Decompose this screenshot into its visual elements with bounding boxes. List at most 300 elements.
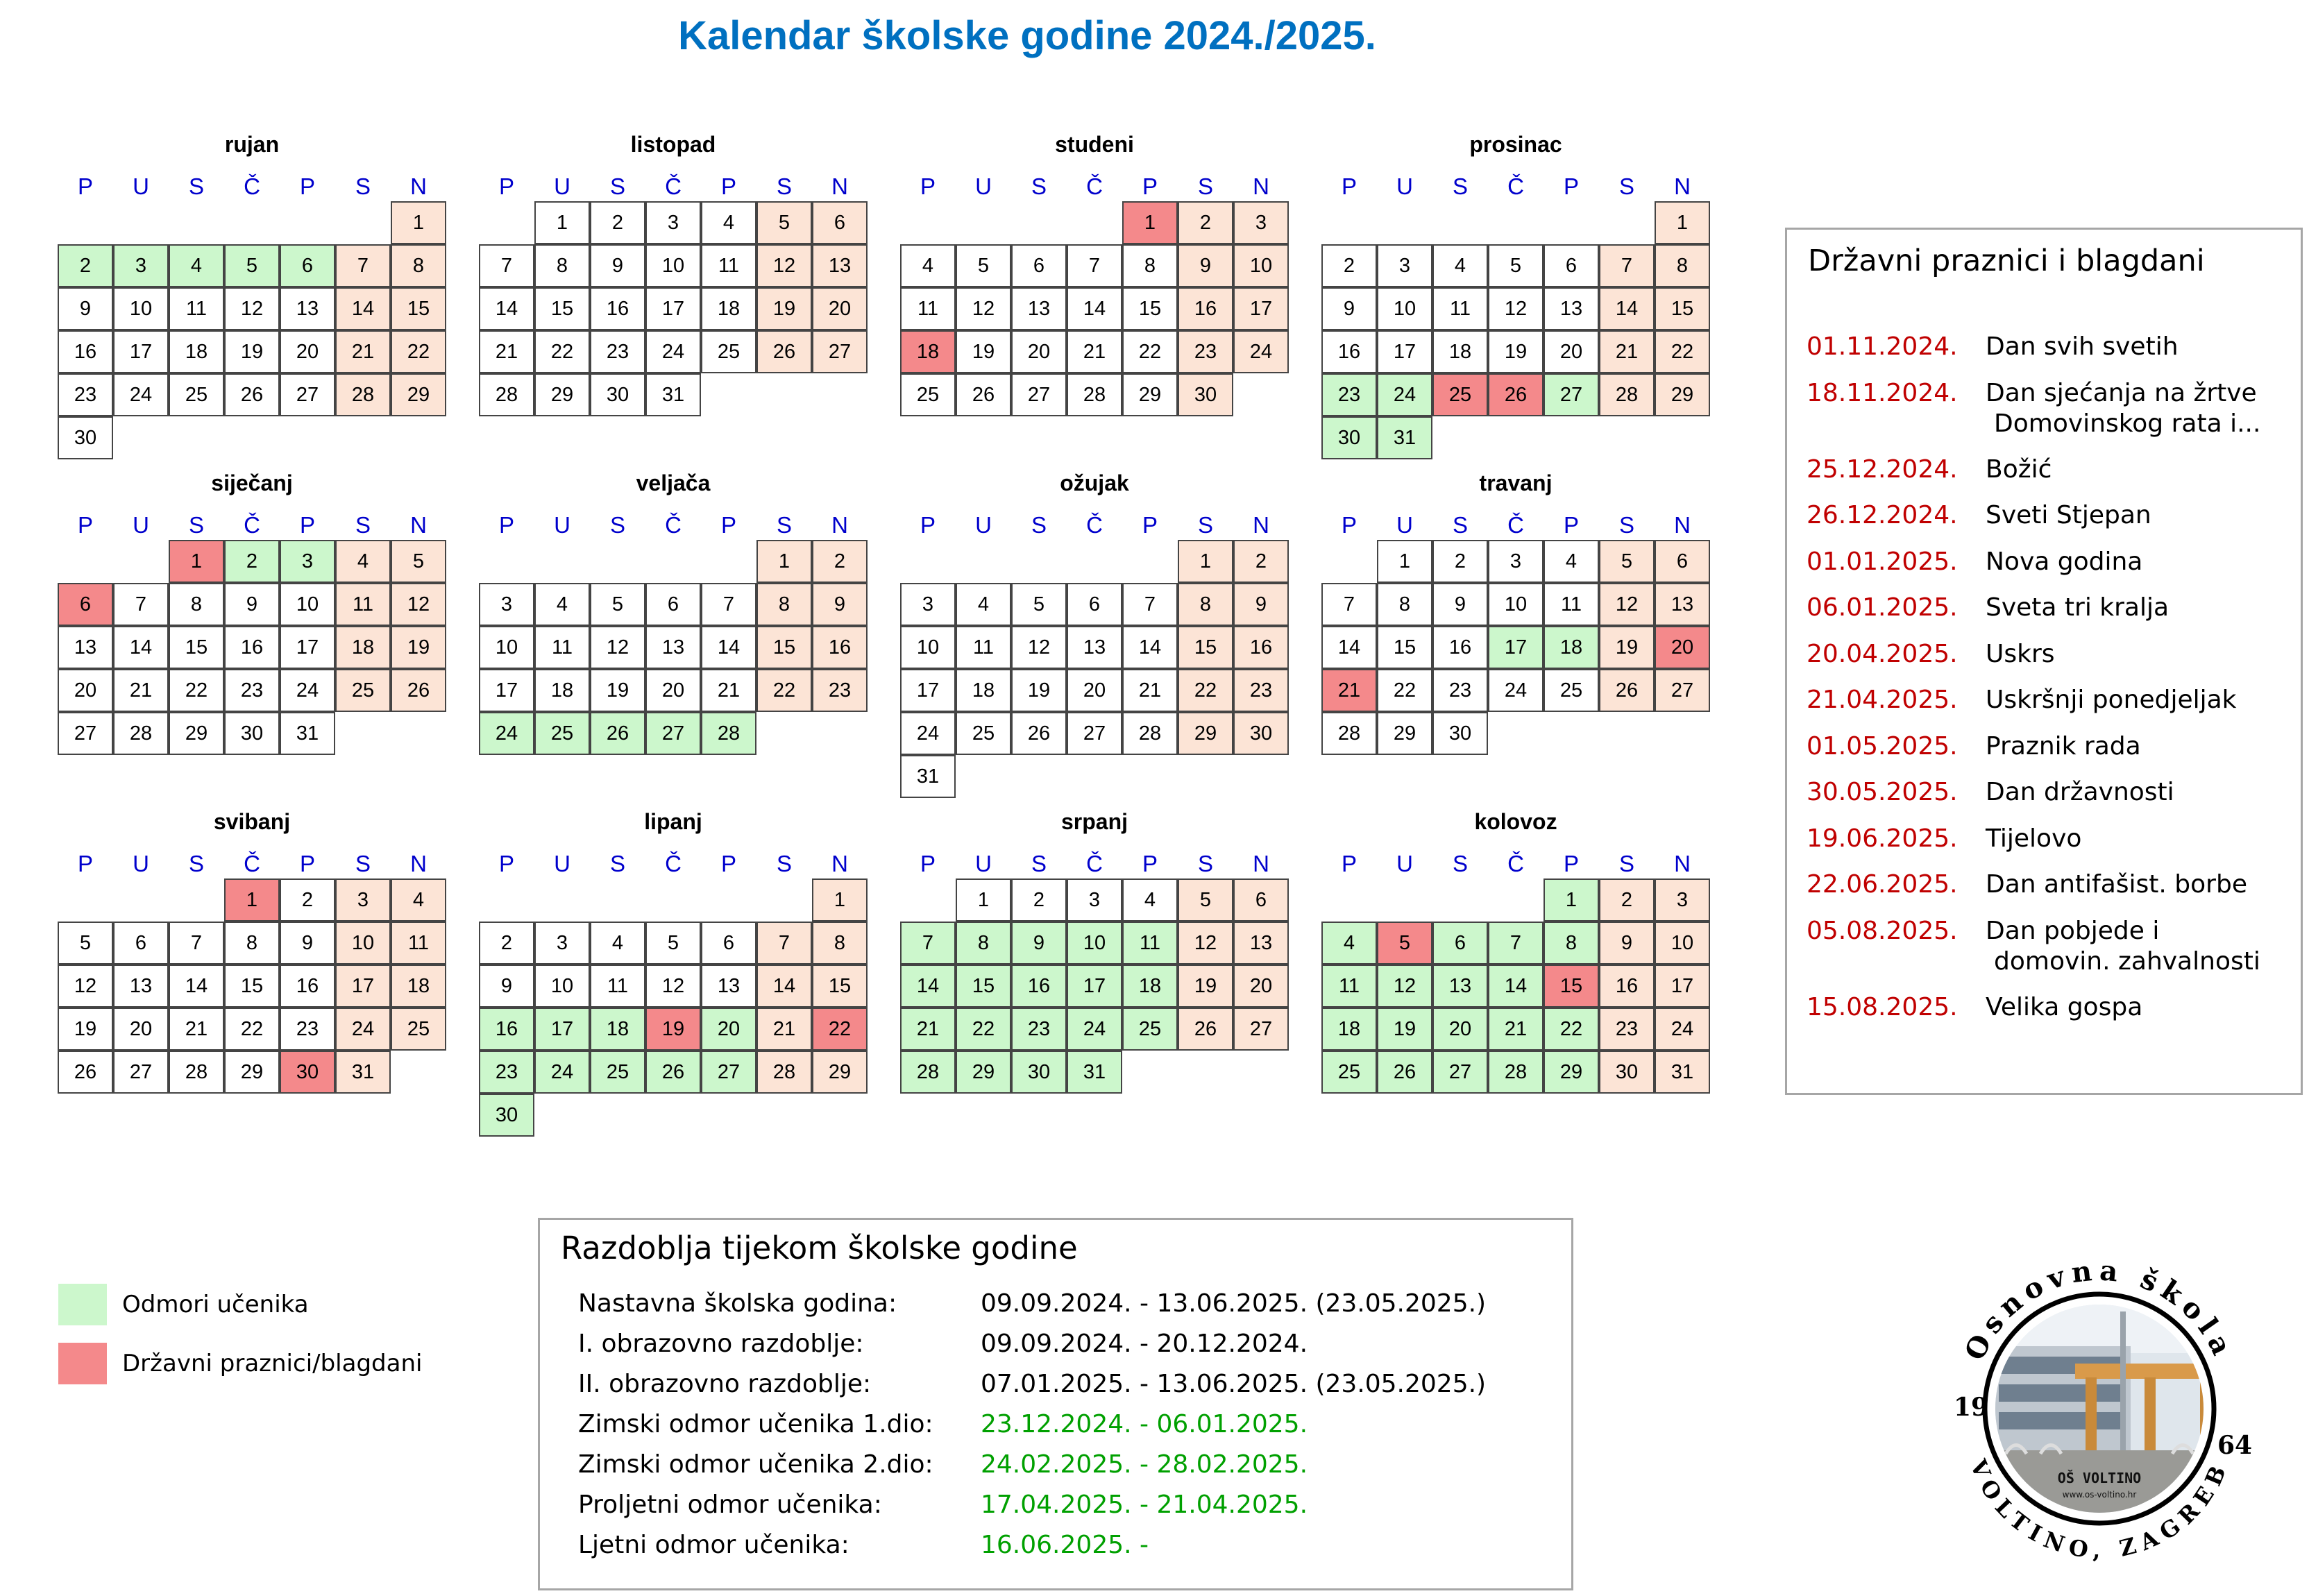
holidays-panel bbox=[1785, 228, 2303, 1095]
holiday-name: Praznik rada bbox=[1986, 731, 2141, 761]
day-cell: 9 bbox=[1011, 922, 1067, 965]
day-cell: 14 bbox=[1599, 287, 1655, 330]
legend-holiday-label: Državni praznici/blagdani bbox=[122, 1350, 423, 1377]
day-cell: 4 bbox=[335, 540, 391, 583]
weekday-header bbox=[1321, 173, 1710, 201]
day-cell: 11 bbox=[1543, 583, 1599, 626]
day-cell: 8 bbox=[169, 583, 224, 626]
period-value: 23.12.2024. - 06.01.2025. bbox=[981, 1410, 1308, 1438]
day-cell: 8 bbox=[1377, 583, 1432, 626]
period-value: 09.09.2024. - 13.06.2025. (23.05.2025.) bbox=[981, 1289, 1487, 1318]
day-cell: 22 bbox=[812, 1008, 868, 1051]
holiday-name: Dan svih svetih bbox=[1986, 332, 2179, 361]
day-cell: 21 bbox=[1067, 330, 1122, 373]
day-cell: 11 bbox=[701, 244, 756, 287]
weekday-label: Č bbox=[1086, 851, 1103, 876]
day-cell: 22 bbox=[224, 1008, 280, 1051]
day-cell: 26 bbox=[590, 712, 645, 755]
day-cell: 6 bbox=[1543, 244, 1599, 287]
month-name: kolovoz bbox=[1474, 809, 1557, 834]
day-cell: 30 bbox=[1011, 1051, 1067, 1094]
day-cell: 29 bbox=[1543, 1051, 1599, 1094]
day-cell: 10 bbox=[479, 626, 534, 669]
weekday-label: N bbox=[1253, 173, 1269, 199]
weekday-label: N bbox=[831, 512, 848, 538]
month-name: studeni bbox=[1055, 132, 1134, 157]
weekday-header bbox=[1321, 512, 1710, 540]
weekday-label: N bbox=[1674, 512, 1691, 538]
day-cell: 13 bbox=[113, 965, 169, 1008]
day-cell: 23 bbox=[1432, 669, 1488, 712]
holiday-date: 25.12.2024. bbox=[1807, 455, 1958, 484]
weekday-label: P bbox=[920, 173, 936, 199]
day-cell: 7 bbox=[701, 583, 756, 626]
day-cell: 15 bbox=[756, 626, 812, 669]
day-cell: 24 bbox=[645, 330, 701, 373]
legend-holiday-swatch bbox=[58, 1343, 107, 1384]
day-cell: 2 bbox=[1321, 244, 1377, 287]
day-cell: 19 bbox=[590, 669, 645, 712]
month-name: siječanj bbox=[211, 470, 293, 495]
weekday-label: U bbox=[1396, 851, 1413, 876]
day-cell: 27 bbox=[113, 1051, 169, 1094]
day-cell: 14 bbox=[1321, 626, 1377, 669]
day-cell: 11 bbox=[590, 965, 645, 1008]
month-name: prosinac bbox=[1469, 132, 1562, 157]
day-cell: 21 bbox=[1488, 1008, 1543, 1051]
day-cell: 9 bbox=[812, 583, 868, 626]
day-cell: 24 bbox=[113, 373, 169, 416]
day-cell: 10 bbox=[1377, 287, 1432, 330]
day-cell: 30 bbox=[1432, 712, 1488, 755]
weekday-label: S bbox=[1197, 173, 1213, 199]
day-cell: 10 bbox=[1488, 583, 1543, 626]
day-cell: 13 bbox=[812, 244, 868, 287]
period-label: Ljetni odmor učenika: bbox=[578, 1531, 849, 1559]
day-cell: 1 bbox=[391, 201, 446, 244]
day-cell: 17 bbox=[335, 965, 391, 1008]
day-cell: 8 bbox=[1122, 244, 1178, 287]
day-cell: 20 bbox=[1655, 626, 1710, 669]
weekday-label: P bbox=[920, 851, 936, 876]
day-cell: 26 bbox=[391, 669, 446, 712]
day-cell: 14 bbox=[479, 287, 534, 330]
holiday-name: Velika gospa bbox=[1986, 992, 2143, 1021]
day-cell: 5 bbox=[58, 922, 113, 965]
day-cell: 2 bbox=[479, 922, 534, 965]
day-cell: 10 bbox=[900, 626, 956, 669]
weekday-label: P bbox=[1563, 173, 1579, 199]
day-cell: 16 bbox=[812, 626, 868, 669]
day-cell: 7 bbox=[335, 244, 391, 287]
day-cell: 25 bbox=[335, 669, 391, 712]
day-cell: 31 bbox=[1655, 1051, 1710, 1094]
weekday-label: U bbox=[554, 851, 570, 876]
weekday-label: P bbox=[1563, 512, 1579, 538]
day-cell: 12 bbox=[645, 965, 701, 1008]
day-cell: 9 bbox=[1233, 583, 1289, 626]
day-cell: 18 bbox=[900, 330, 956, 373]
day-cell: 2 bbox=[58, 244, 113, 287]
day-cell: 24 bbox=[479, 712, 534, 755]
day-cell: 16 bbox=[590, 287, 645, 330]
weekday-label: P bbox=[1341, 512, 1357, 538]
month-name: rujan bbox=[224, 132, 280, 157]
weekday-label: S bbox=[1452, 512, 1468, 538]
day-cell: 1 bbox=[1543, 878, 1599, 922]
weekday-header bbox=[479, 512, 868, 540]
weekday-label: S bbox=[1197, 512, 1213, 538]
day-cell: 12 bbox=[1178, 922, 1233, 965]
day-cell: 4 bbox=[590, 922, 645, 965]
day-cell: 6 bbox=[812, 201, 868, 244]
day-cell: 29 bbox=[224, 1051, 280, 1094]
day-cell: 12 bbox=[1488, 287, 1543, 330]
month-name: travanj bbox=[1479, 470, 1553, 495]
weekday-label: S bbox=[776, 851, 792, 876]
weekday-header bbox=[900, 851, 1289, 878]
day-cell: 19 bbox=[756, 287, 812, 330]
weekday-label: P bbox=[299, 851, 315, 876]
day-cell: 27 bbox=[58, 712, 113, 755]
day-cell: 9 bbox=[280, 922, 335, 965]
day-cell: 20 bbox=[1543, 330, 1599, 373]
day-cell: 18 bbox=[1432, 330, 1488, 373]
holiday-name: Dan pobjede i bbox=[1986, 916, 2160, 945]
day-cell: 4 bbox=[701, 201, 756, 244]
day-cell: 29 bbox=[812, 1051, 868, 1094]
day-cell: 25 bbox=[900, 373, 956, 416]
day-cell: 11 bbox=[169, 287, 224, 330]
day-cell: 28 bbox=[756, 1051, 812, 1094]
day-cell: 29 bbox=[1178, 712, 1233, 755]
weekday-label: S bbox=[1452, 851, 1468, 876]
holiday-name: Nova godina bbox=[1986, 547, 2143, 576]
day-cell: 26 bbox=[956, 373, 1011, 416]
day-cell: 8 bbox=[224, 922, 280, 965]
weekday-label: S bbox=[609, 173, 625, 199]
day-cell: 14 bbox=[169, 965, 224, 1008]
day-cell: 15 bbox=[169, 626, 224, 669]
day-cell: 3 bbox=[479, 583, 534, 626]
day-cell: 12 bbox=[1377, 965, 1432, 1008]
weekday-label: P bbox=[920, 512, 936, 538]
day-cell: 27 bbox=[280, 373, 335, 416]
day-cell: 8 bbox=[812, 922, 868, 965]
day-cell: 14 bbox=[756, 965, 812, 1008]
day-cell: 7 bbox=[900, 922, 956, 965]
day-cell: 12 bbox=[391, 583, 446, 626]
weekday-label: P bbox=[299, 173, 315, 199]
day-cell: 15 bbox=[812, 965, 868, 1008]
day-cell: 1 bbox=[1122, 201, 1178, 244]
day-cell: 24 bbox=[280, 669, 335, 712]
weekday-label: U bbox=[975, 512, 992, 538]
day-cell: 22 bbox=[1122, 330, 1178, 373]
month-name: veljača bbox=[636, 470, 711, 495]
day-cell: 17 bbox=[1067, 965, 1122, 1008]
weekday-label: P bbox=[498, 512, 514, 538]
weekday-label: P bbox=[720, 512, 736, 538]
holiday-date: 26.12.2024. bbox=[1807, 501, 1958, 529]
day-cell: 6 bbox=[701, 922, 756, 965]
weekday-label: P bbox=[1563, 851, 1579, 876]
holiday-date: 01.11.2024. bbox=[1807, 332, 1958, 361]
day-cell: 3 bbox=[280, 540, 335, 583]
day-cell: 28 bbox=[1599, 373, 1655, 416]
day-cell: 29 bbox=[169, 712, 224, 755]
day-cell: 30 bbox=[224, 712, 280, 755]
weekday-label: S bbox=[188, 851, 204, 876]
holiday-date: 01.05.2025. bbox=[1807, 731, 1958, 761]
day-cell: 20 bbox=[812, 287, 868, 330]
day-cell: 4 bbox=[169, 244, 224, 287]
day-cell: 24 bbox=[1233, 330, 1289, 373]
day-cell: 23 bbox=[1011, 1008, 1067, 1051]
day-cell: 27 bbox=[1233, 1008, 1289, 1051]
period-label: Nastavna školska godina: bbox=[578, 1289, 897, 1318]
day-cell: 8 bbox=[756, 583, 812, 626]
weekday-label: S bbox=[355, 173, 371, 199]
day-cell: 20 bbox=[1067, 669, 1122, 712]
holiday-date: 05.08.2025. bbox=[1807, 916, 1958, 945]
day-cell: 4 bbox=[1122, 878, 1178, 922]
day-cell: 31 bbox=[335, 1051, 391, 1094]
day-cell: 13 bbox=[645, 626, 701, 669]
day-cell: 26 bbox=[58, 1051, 113, 1094]
logo-year-right: 64 bbox=[2217, 1431, 2253, 1460]
day-cell: 24 bbox=[900, 712, 956, 755]
day-cell: 18 bbox=[1321, 1008, 1377, 1051]
day-cell: 12 bbox=[756, 244, 812, 287]
day-cell: 26 bbox=[1011, 712, 1067, 755]
day-cell: 7 bbox=[756, 922, 812, 965]
day-cell: 22 bbox=[1655, 330, 1710, 373]
period-value: 24.02.2025. - 28.02.2025. bbox=[981, 1450, 1308, 1479]
day-cell: 30 bbox=[58, 416, 113, 459]
month-name: ožujak bbox=[1060, 470, 1129, 495]
day-cell: 21 bbox=[1122, 669, 1178, 712]
day-cell: 11 bbox=[1432, 287, 1488, 330]
day-cell: 29 bbox=[1377, 712, 1432, 755]
day-cell: 8 bbox=[1655, 244, 1710, 287]
day-cell: 22 bbox=[1178, 669, 1233, 712]
logo-bottom-text: VOLTINO, ZAGREB bbox=[1965, 1455, 2234, 1564]
day-cell: 25 bbox=[590, 1051, 645, 1094]
holiday-name: Dan sjećanja na žrtve bbox=[1986, 378, 2257, 407]
day-cell: 29 bbox=[391, 373, 446, 416]
weekday-label: S bbox=[355, 512, 371, 538]
weekday-label: S bbox=[355, 851, 371, 876]
day-cell: 22 bbox=[956, 1008, 1011, 1051]
day-cell: 25 bbox=[1543, 669, 1599, 712]
day-cell: 5 bbox=[1377, 922, 1432, 965]
day-cell: 27 bbox=[1655, 669, 1710, 712]
period-label: Proljetni odmor učenika: bbox=[578, 1491, 882, 1519]
day-cell: 8 bbox=[1178, 583, 1233, 626]
month-name: lipanj bbox=[644, 809, 702, 834]
day-cell: 22 bbox=[1377, 669, 1432, 712]
day-cell: 19 bbox=[391, 626, 446, 669]
day-cell: 17 bbox=[1377, 330, 1432, 373]
holiday-date: 06.01.2025. bbox=[1807, 593, 1958, 622]
day-cell: 2 bbox=[1178, 201, 1233, 244]
day-cell: 30 bbox=[280, 1051, 335, 1094]
day-cell: 28 bbox=[335, 373, 391, 416]
weekday-label: S bbox=[1618, 512, 1634, 538]
day-cell: 28 bbox=[701, 712, 756, 755]
day-cell: 18 bbox=[169, 330, 224, 373]
day-cell: 24 bbox=[335, 1008, 391, 1051]
day-cell: 3 bbox=[1488, 540, 1543, 583]
weekday-header bbox=[58, 173, 446, 201]
day-cell: 4 bbox=[1543, 540, 1599, 583]
day-cell: 23 bbox=[1178, 330, 1233, 373]
day-cell: 10 bbox=[534, 965, 590, 1008]
day-cell: 25 bbox=[1432, 373, 1488, 416]
weekday-label: S bbox=[776, 512, 792, 538]
day-cell: 15 bbox=[1178, 626, 1233, 669]
day-cell: 24 bbox=[534, 1051, 590, 1094]
holiday-name: Sveti Stjepan bbox=[1986, 501, 2151, 529]
day-cell: 20 bbox=[1011, 330, 1067, 373]
day-cell: 13 bbox=[1067, 626, 1122, 669]
day-cell: 3 bbox=[1233, 201, 1289, 244]
day-cell: 5 bbox=[391, 540, 446, 583]
holiday-date: 15.08.2025. bbox=[1807, 992, 1958, 1021]
weekday-label: U bbox=[133, 173, 149, 199]
period-label: Zimski odmor učenika 1.dio: bbox=[578, 1410, 933, 1438]
day-cell: 23 bbox=[1321, 373, 1377, 416]
day-cell: 4 bbox=[900, 244, 956, 287]
day-cell: 11 bbox=[900, 287, 956, 330]
day-cell: 21 bbox=[701, 669, 756, 712]
weekday-label: S bbox=[609, 851, 625, 876]
day-cell: 14 bbox=[1122, 626, 1178, 669]
day-cell: 27 bbox=[645, 712, 701, 755]
day-cell: 30 bbox=[479, 1094, 534, 1137]
day-cell: 2 bbox=[812, 540, 868, 583]
holiday-name-continued: Domovinskog rata i... bbox=[1994, 409, 2261, 438]
day-cell: 2 bbox=[1011, 878, 1067, 922]
day-cell: 18 bbox=[590, 1008, 645, 1051]
day-cell: 23 bbox=[812, 669, 868, 712]
weekday-label: U bbox=[554, 512, 570, 538]
weekday-label: P bbox=[720, 173, 736, 199]
holiday-name: Božić bbox=[1986, 455, 2052, 484]
day-cell: 17 bbox=[1488, 626, 1543, 669]
legend-vacation-swatch bbox=[58, 1284, 107, 1325]
holiday-name: Uskrs bbox=[1986, 639, 2055, 668]
day-cell: 25 bbox=[1122, 1008, 1178, 1051]
day-cell: 27 bbox=[1011, 373, 1067, 416]
month-name: svibanj bbox=[213, 809, 291, 834]
day-cell: 3 bbox=[1067, 878, 1122, 922]
day-cell: 7 bbox=[1488, 922, 1543, 965]
period-label: Zimski odmor učenika 2.dio: bbox=[578, 1450, 933, 1479]
day-cell: 18 bbox=[391, 965, 446, 1008]
day-cell: 21 bbox=[335, 330, 391, 373]
day-cell: 12 bbox=[58, 965, 113, 1008]
day-cell: 22 bbox=[391, 330, 446, 373]
day-cell: 7 bbox=[479, 244, 534, 287]
day-cell: 13 bbox=[1655, 583, 1710, 626]
day-cell: 20 bbox=[113, 1008, 169, 1051]
day-cell: 8 bbox=[1543, 922, 1599, 965]
day-cell: 10 bbox=[113, 287, 169, 330]
day-cell: 14 bbox=[900, 965, 956, 1008]
day-cell: 25 bbox=[534, 712, 590, 755]
day-cell: 16 bbox=[479, 1008, 534, 1051]
day-cell: 10 bbox=[1655, 922, 1710, 965]
logo-url: www.os-voltino.hr bbox=[2062, 1490, 2137, 1500]
weekday-label: S bbox=[188, 512, 204, 538]
day-cell: 21 bbox=[1599, 330, 1655, 373]
weekday-label: U bbox=[133, 851, 149, 876]
day-cell: 28 bbox=[113, 712, 169, 755]
day-cell: 17 bbox=[113, 330, 169, 373]
holiday-name: Uskršnji ponedjeljak bbox=[1986, 686, 2237, 714]
day-cell: 26 bbox=[1599, 669, 1655, 712]
day-cell: 3 bbox=[1655, 878, 1710, 922]
day-cell: 5 bbox=[1011, 583, 1067, 626]
day-cell: 23 bbox=[1233, 669, 1289, 712]
day-cell: 16 bbox=[1321, 330, 1377, 373]
weekday-label: U bbox=[975, 173, 992, 199]
day-cell: 26 bbox=[1377, 1051, 1432, 1094]
holiday-date: 20.04.2025. bbox=[1807, 639, 1958, 668]
weekday-label: S bbox=[1452, 173, 1468, 199]
holiday-date: 22.06.2025. bbox=[1807, 870, 1958, 899]
day-cell: 28 bbox=[900, 1051, 956, 1094]
day-cell: 31 bbox=[900, 755, 956, 798]
day-cell: 5 bbox=[1178, 878, 1233, 922]
day-cell: 26 bbox=[756, 330, 812, 373]
day-cell: 17 bbox=[479, 669, 534, 712]
day-cell: 4 bbox=[956, 583, 1011, 626]
weekday-label: U bbox=[133, 512, 149, 538]
day-cell: 23 bbox=[58, 373, 113, 416]
day-cell: 2 bbox=[1432, 540, 1488, 583]
day-cell: 2 bbox=[280, 878, 335, 922]
weekday-label: P bbox=[77, 512, 93, 538]
holiday-date: 01.01.2025. bbox=[1807, 547, 1958, 576]
day-cell: 14 bbox=[701, 626, 756, 669]
day-cell: 27 bbox=[701, 1051, 756, 1094]
weekday-label: U bbox=[1396, 512, 1413, 538]
day-cell: 13 bbox=[1011, 287, 1067, 330]
weekday-header bbox=[58, 512, 446, 540]
day-cell: 12 bbox=[1011, 626, 1067, 669]
day-cell: 4 bbox=[1432, 244, 1488, 287]
day-cell: 5 bbox=[224, 244, 280, 287]
weekday-label: N bbox=[410, 173, 427, 199]
logo-year-left: 19 bbox=[1954, 1393, 1989, 1422]
day-cell: 9 bbox=[224, 583, 280, 626]
weekday-header bbox=[479, 851, 868, 878]
day-cell: 9 bbox=[1321, 287, 1377, 330]
weekday-label: Č bbox=[244, 851, 260, 876]
day-cell: 16 bbox=[1233, 626, 1289, 669]
day-cell: 18 bbox=[956, 669, 1011, 712]
month-name: srpanj bbox=[1060, 809, 1128, 834]
day-cell: 31 bbox=[645, 373, 701, 416]
day-cell: 6 bbox=[1011, 244, 1067, 287]
day-cell: 31 bbox=[1377, 416, 1432, 459]
day-cell: 6 bbox=[1655, 540, 1710, 583]
day-cell: 18 bbox=[1543, 626, 1599, 669]
day-cell: 1 bbox=[1178, 540, 1233, 583]
